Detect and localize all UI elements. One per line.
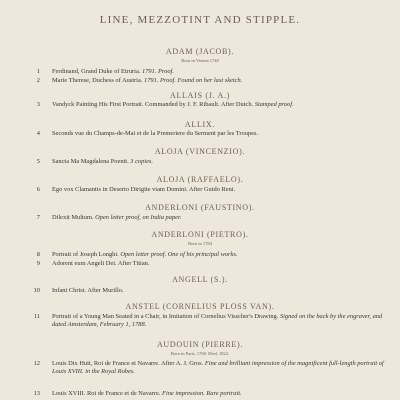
entry-title: Portrait of Joseph Longhi.	[52, 251, 119, 258]
entry-number: 2	[36, 77, 40, 84]
entry-note: Fine and brilliant impression of the magnificent full-length portrait of Louis XVIII. in the Royal Robes.	[52, 360, 384, 375]
entry-number: 12	[33, 360, 40, 367]
entry-title: Ego vox Clamantis in Deserto Dirigite viam Domini. After Guido Reni.	[52, 186, 236, 193]
artist-heading: ANSTEL (CORNELIUS PLOSS VAN).	[125, 302, 275, 311]
artist-heading: ADAM (JACOB).	[165, 47, 235, 56]
artist-heading: ALLAIS (J. A.)	[169, 91, 231, 100]
entry-title: Sancta Ma Magdalena Poenit.	[52, 158, 129, 165]
entry-title: Vandyck Painting His First Portrait. Commanded by J. F. Ribault. After Dutch.	[52, 101, 254, 108]
artist-heading: ALLIX.	[184, 120, 216, 129]
entry-title: Marie Therese, Duchess of Austria.	[52, 77, 143, 84]
artist-heading: ALOJA (VINCENZIO).	[154, 147, 246, 156]
artist-heading: AUDOUIN (PIERRE).	[156, 340, 244, 349]
entry-number: 9	[36, 260, 40, 267]
entry-note: Signed on the back by the engraver, and dated Amsterdam, February 1, 1788.	[52, 313, 383, 328]
entry-number: 6	[36, 186, 40, 193]
entry-note: 1791. Proof. Found on her last sketch.	[144, 77, 243, 84]
entry-note: 3 copies.	[130, 158, 153, 165]
artist-born: Born in 1784	[188, 241, 212, 246]
entry-number: 3	[36, 101, 40, 108]
entry-title: Louis Dix Huit, Roi de France et Navarre. After A. J. Gros.	[52, 360, 204, 367]
page-header: LINE, MEZZOTINT AND STIPPLE.	[99, 14, 301, 26]
artist-heading: ANDERLONI (PIETRO).	[151, 230, 249, 239]
entry-number: 5	[36, 158, 40, 165]
entry-note: Open letter proof. One of his principal works.	[120, 251, 238, 258]
entry-note: Fine impression. Rare portrait.	[162, 390, 242, 397]
artist-born: Born in Paris, 1768. Died, 1822.	[170, 351, 230, 356]
entry-number: 10	[33, 287, 40, 294]
artist-heading: ANGELL (S.).	[172, 275, 228, 284]
entry-title: Portrait of a Young Man Seated in a Chair, in Imitation of Cornelius Visscher's Drawing.	[52, 313, 279, 320]
entry-note: 1791. Proof.	[142, 68, 174, 75]
artist-heading: ANDERLONI (FAUSTINO).	[145, 203, 255, 212]
entry-number: 11	[33, 313, 40, 320]
entry-number: 7	[36, 214, 40, 221]
entry-number: 8	[36, 251, 40, 258]
entry-title: Seconds vue du Champs-de-Mai et de la Premeriere du Serment par les Troupes.	[52, 130, 259, 137]
entry-title: Dilexit Multum.	[52, 214, 94, 221]
entry-note: Stamped proof.	[254, 101, 294, 108]
entry-number: 4	[36, 130, 40, 137]
entry-number: 1	[36, 68, 40, 75]
artist-born: Born in Vienna 1748	[181, 58, 219, 63]
entry-note: Open letter proof, on India paper.	[95, 214, 182, 221]
entry-title: Ferdinand, Grand Duke of Etruria.	[52, 68, 141, 75]
entry-title: Louis XVIII. Roi de France et de Navarre.	[52, 390, 161, 397]
entry-number: 13	[33, 390, 40, 397]
artist-heading: ALOJA (RAFFAELO).	[156, 175, 244, 184]
entry-title: Adorent eum Angeli Dei. After Titian.	[52, 260, 150, 267]
entry-title: Infant Christ. After Murillo.	[52, 287, 124, 294]
